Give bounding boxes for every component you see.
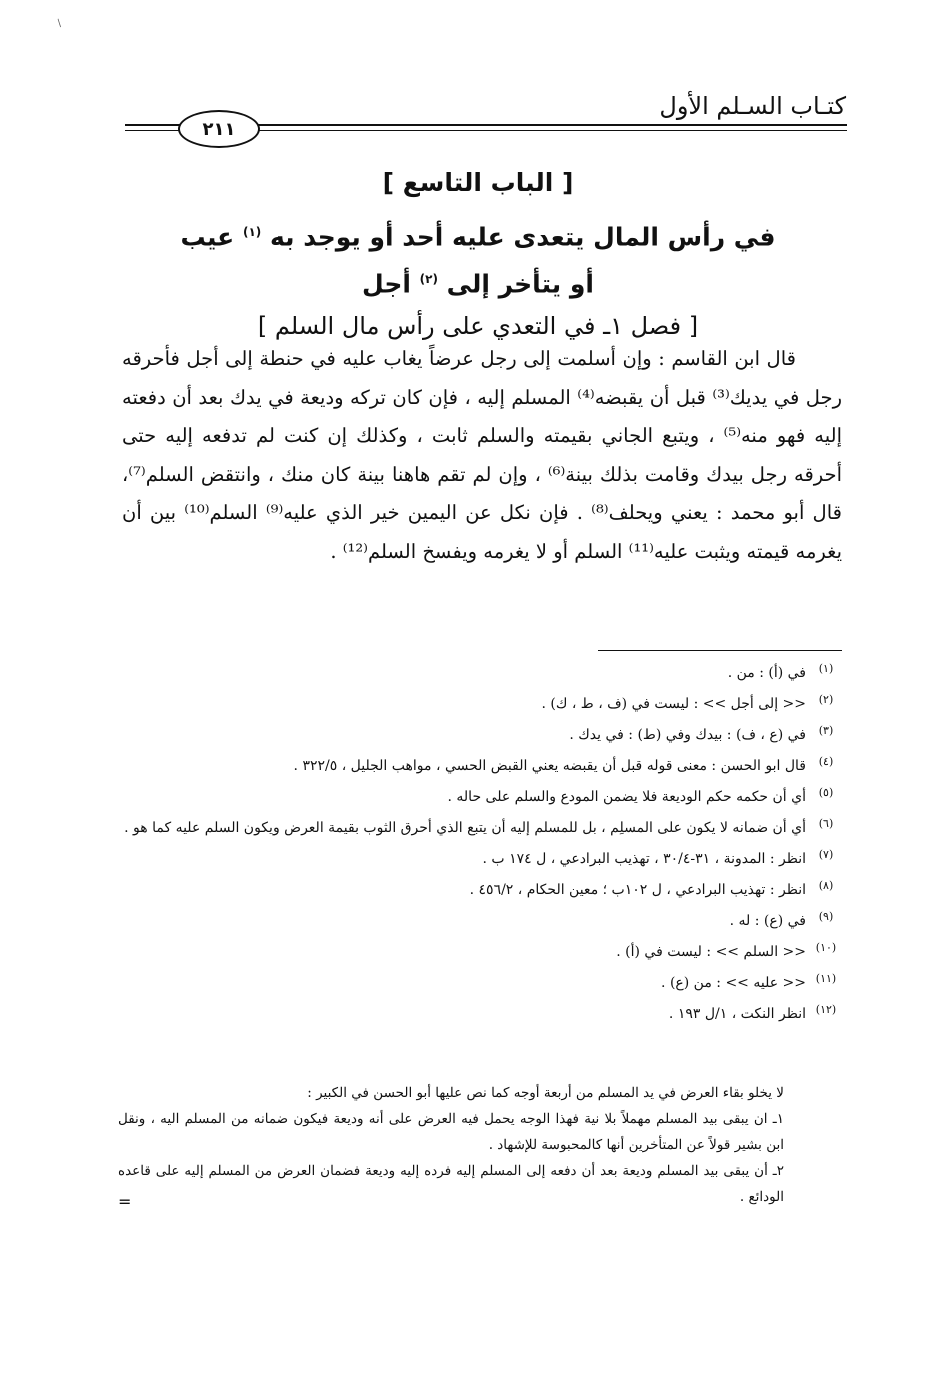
footnote-continuation-line: لا يخلو بقاء العرض في يد المسلم من أربعة أوجه كما نص عليها أبو الحسن في الكبير : <box>307 1085 784 1101</box>
footnote-continuation <box>118 1080 784 1210</box>
chapter-heading: [ الباب التاسع ] <box>382 168 574 197</box>
footnote-item <box>118 999 846 1030</box>
footnote-item <box>118 720 846 751</box>
scan-speck: / <box>55 18 65 29</box>
footnote-number: (٧) <box>818 848 834 861</box>
footnote-text: انظر النكت ، ١/ل ١٩٣ . <box>668 1006 806 1022</box>
footnote-text: في (ع) : له . <box>729 913 806 929</box>
footnote-text: في (ع ، ف) : بيدك وفي (ط) : في يدك . <box>569 727 806 743</box>
footnote-item <box>118 875 846 906</box>
footnote-text: << السلم >> : ليست في (أ) . <box>616 944 806 960</box>
chapter-title-line-1-text-a: في رأس المال يتعدى عليه أحد أو يوجد به <box>270 222 776 252</box>
footnote-number: (٢) <box>818 693 834 706</box>
footnote-number: (٥) <box>818 786 834 799</box>
footnote-text: قال ابو الحسن : معنى قوله قبل أن يقبضه يعني القبض الحسي ، مواهب الجليل ، ٣٢٢/٥ . <box>293 758 806 774</box>
footnote-number: (٦) <box>818 817 834 830</box>
footnote-number: (١٠) <box>815 941 837 954</box>
footnote-item <box>118 658 846 689</box>
footnote-ref-2: (٢) <box>419 272 438 287</box>
footnote-continuation-line: ٢ـ أن يبقى بيد المسلم وديعة بعد أن دفعه إلى المسلم إليه فرده إليه وديعة فضمان العرض من المسلم إليه على قاعده الودائع . <box>118 1163 784 1205</box>
chapter-headings <box>120 168 836 340</box>
footnote-text: أي أن حكمه حكم الوديعة فلا يضمن المودع والسلم على حاله . <box>447 789 806 805</box>
footnote-continuation-line: ١ـ ان يبقى بيد المسلم مهملاً بلا نية فهذا الوجه يحمل فيه العرض على أنه وديعة فيكون ضمانه من المسلم اليه ، ونقل ابن بشير قولاً عن المتأخرين أنها كالمحبوسة للإشهاد . <box>118 1111 784 1153</box>
footnote-item <box>118 968 846 999</box>
footnote-text: << عليه >> : من (ع) . <box>661 975 806 991</box>
footnote-ref-1: (١) <box>242 225 262 239</box>
chapter-title-line-2 <box>120 258 836 305</box>
footnote-number: (١١) <box>815 972 837 985</box>
footnotes-list <box>118 658 846 1030</box>
footnote-item <box>118 937 846 968</box>
footnote-text: << إلى أجل >> : ليست في (ف ، ط ، ك) . <box>541 696 806 712</box>
footnote-number: (١) <box>818 662 834 675</box>
footnote-text: انظر : المدونة ، ٣١-٣٠/٤ ، تهذيب البرادعي ، ل ١٧٤ ب . <box>482 851 806 867</box>
footnote-number: (٩) <box>818 910 834 923</box>
page-number: ٢١١ <box>178 110 260 148</box>
chapter-title-line-1-text-b: عيب <box>180 222 235 252</box>
footnote-number: (٨) <box>818 879 834 892</box>
section-heading: [ فصل ١ـ في التعدي على رأس مال السلم ] <box>257 311 699 340</box>
footnote-item <box>118 751 846 782</box>
footnote-number: (٤) <box>818 755 834 768</box>
chapter-title-line-1 <box>120 211 836 258</box>
continuation-mark: = <box>118 1192 132 1211</box>
footnote-text: أي أن ضمانه لا يكون على المسلِم ، بل للمسلم إليه أن يتبع الذي أحرق الثوب بقيمة العرض ويكون السلم عليه كما هو . <box>124 820 806 836</box>
footnote-separator <box>598 650 842 651</box>
main-text <box>122 340 842 571</box>
footnote-item <box>118 782 846 813</box>
main-paragraph: قال ابن القاسم : وإن أسلمت إلى رجل عرضاً يغاب عليه في حنطة إلى أجل فأحرقه رجل في يديك⁽³⁾ قبل أن يقبضه⁽⁴⁾ المسلم إليه ، فإن كان تركه وديعة في يدك بعد أن دفعته إليه فهو منه⁽⁵⁾ ، ويتبع الجاني بقيمته والسلم ثابت ، وكذلك إن كنت لم تدفعه إليه حتى أحرقه رجل بيدك وقامت بذلك بينة⁽⁶⁾ ، وإن لم تقم هاهنا بينة كان منك ، وانتقض السلم⁽⁷⁾، قال أبو محمد : يعني ويحلف⁽⁸⁾ . فإن نكل عن اليمين خير الذي عليه⁽⁹⁾ السلم⁽¹⁰⁾ بين أن يغرمه قيمته ويثبت عليه⁽¹¹⁾ السلم أو لا يغرمه ويفسخ السلم⁽¹²⁾ . <box>122 347 843 563</box>
footnote-number: (١٢) <box>815 1003 837 1016</box>
running-header-title: كتـاب السـلم الأول <box>659 92 846 120</box>
footnote-item <box>118 689 846 720</box>
chapter-title-line-2-text-b: أجل <box>362 269 411 299</box>
footnote-item <box>118 844 846 875</box>
footnote-text: انظر : تهذيب البرادعي ، ل ١٠٢ب ؛ معين الحكام ، ٤٥٦/٢ . <box>469 882 806 898</box>
footnote-item <box>118 906 846 937</box>
chapter-title-line-2-text-a: أو يتأخر إلى <box>446 269 594 299</box>
footnote-item <box>118 813 846 844</box>
footnote-text: في (أ) : من . <box>727 665 806 681</box>
footnote-number: (٣) <box>818 724 834 737</box>
